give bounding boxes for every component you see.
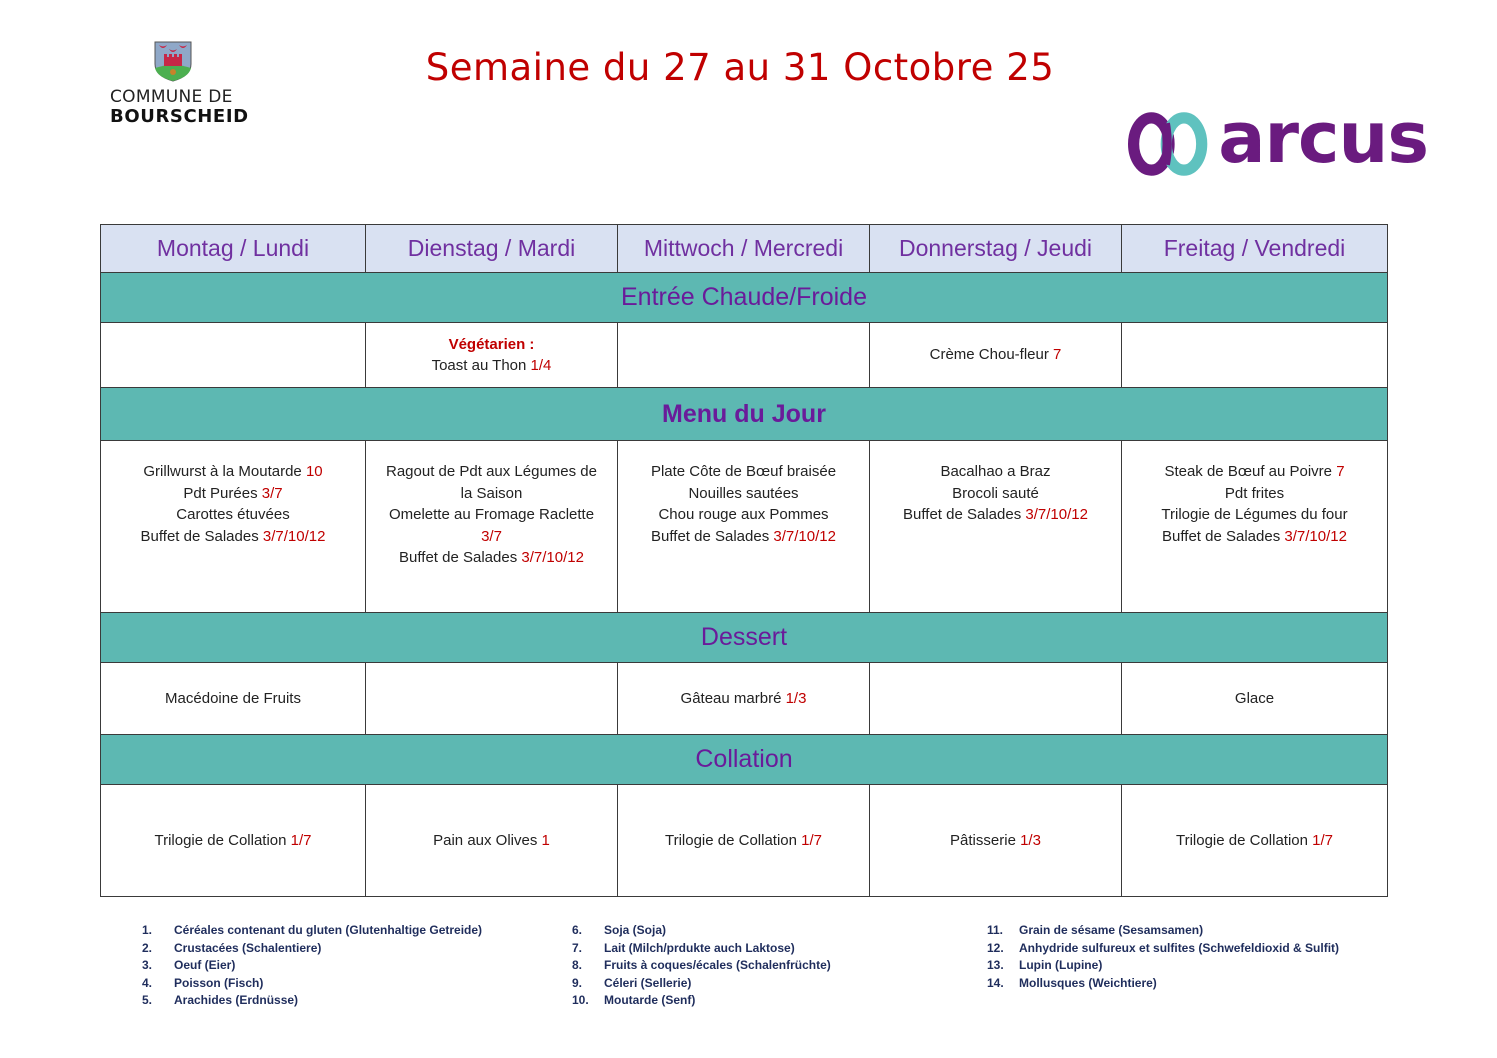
legend-number: 13. xyxy=(987,958,1004,972)
legend-text: Anhydride sulfureux et sulfites (Schwefeldioxid & Sulfit) xyxy=(1019,940,1340,955)
allergen-codes: 7 xyxy=(1336,463,1345,480)
menu-friday xyxy=(1122,441,1388,613)
allergen-codes: 1/7 xyxy=(290,831,312,849)
menu-thursday xyxy=(870,441,1122,613)
allergen-codes: 1/3 xyxy=(1020,831,1041,849)
dish-name: Buffet de Salades xyxy=(399,549,518,566)
legend-text: Moutarde (Senf) xyxy=(604,993,696,1007)
dish-line xyxy=(618,483,869,505)
dish-line xyxy=(366,355,617,377)
dish-line xyxy=(366,830,617,852)
allergen-codes: 7 xyxy=(1053,346,1062,364)
arcus-wordmark: arcus xyxy=(1218,97,1428,179)
dish-line xyxy=(870,344,1121,366)
section-header-entree xyxy=(101,273,1388,323)
legend-text: Grain de sésame (Sesamsamen) xyxy=(1019,923,1204,937)
legend-item xyxy=(142,940,482,958)
dish-name: Plate Côte de Bœuf braisée xyxy=(650,463,837,480)
entree-monday xyxy=(101,323,366,388)
dish-line xyxy=(618,461,869,483)
dish-name: Buffet de Salades xyxy=(140,527,259,545)
dish-line xyxy=(101,830,365,852)
dish-name: Glace xyxy=(1234,689,1275,707)
legend-number: 8. xyxy=(572,958,583,972)
legend-item xyxy=(987,922,1339,940)
weekly-menu-table xyxy=(100,224,1388,897)
collation-friday xyxy=(1122,785,1388,897)
day-header-tuesday: Dienstag / Mardi xyxy=(366,225,618,273)
dish-name: Buffet de Salades xyxy=(1162,527,1281,545)
allergen-codes: 1/7 xyxy=(1312,831,1334,849)
legend-item xyxy=(987,975,1339,993)
dish-name: Chou rouge aux Pommes xyxy=(658,506,829,523)
dessert-friday xyxy=(1122,663,1388,735)
legend-number: 9. xyxy=(572,975,583,990)
legend-item xyxy=(572,922,831,940)
legend-text: Soja (Soja) xyxy=(604,923,667,937)
day-header-row xyxy=(101,225,1388,273)
entree-wednesday xyxy=(618,323,870,388)
dish-line xyxy=(380,504,603,547)
legend-text: Poisson (Fisch) xyxy=(174,975,264,990)
allergen-codes: 3/7/10/12 xyxy=(262,527,326,545)
dish-line xyxy=(1122,526,1387,548)
dish-line xyxy=(101,504,365,526)
dish-name: Pdt Purées xyxy=(183,484,258,502)
dessert-wednesday xyxy=(618,663,870,735)
dish-name: Omelette au Fromage Raclette xyxy=(388,506,595,523)
commune-logo xyxy=(108,40,249,127)
entree-friday xyxy=(1122,323,1388,388)
legend-item xyxy=(572,957,831,975)
legend-number: 5. xyxy=(142,993,153,1007)
dish-name: Ragout de Pdt aux Légumes de la Saison xyxy=(386,463,597,502)
vegetarian-label: Végétarien : xyxy=(448,335,535,353)
dish-name: Nouilles sautées xyxy=(688,484,799,502)
dish-name: Macédoine de Fruits xyxy=(165,689,301,707)
entree-thursday xyxy=(870,323,1122,388)
coat-of-arms-icon xyxy=(153,40,193,82)
dish-line xyxy=(870,504,1121,526)
legend-number: 6. xyxy=(572,923,583,937)
legend-number: 3. xyxy=(142,958,153,972)
dish-name: Brocoli sauté xyxy=(952,484,1039,502)
menu-row xyxy=(101,441,1388,613)
legend-text: Céleri (Sellerie) xyxy=(604,975,692,990)
section-header-collation xyxy=(101,735,1388,785)
section-title-menu: Menu du Jour xyxy=(101,388,1388,441)
menu-wednesday xyxy=(618,441,870,613)
dessert-tuesday xyxy=(366,663,618,735)
day-header-wednesday: Mittwoch / Mercredi xyxy=(618,225,870,273)
dish-line xyxy=(1122,504,1387,526)
dish-line xyxy=(101,483,365,505)
allergen-codes: 3/7 xyxy=(261,484,283,502)
legend-item xyxy=(142,992,482,1010)
collation-wednesday xyxy=(618,785,870,897)
dish-line xyxy=(1122,483,1387,505)
day-header-friday: Freitag / Vendredi xyxy=(1122,225,1388,273)
legend-item xyxy=(572,992,831,1010)
legend-text: Lupin (Lupine) xyxy=(1019,958,1103,972)
legend-item xyxy=(987,957,1339,975)
dish-name: Crème Chou-fleur xyxy=(929,346,1049,364)
legend-text: Arachides (Erdnüsse) xyxy=(174,993,299,1007)
day-header-thursday: Donnerstag / Jeudi xyxy=(870,225,1122,273)
allergen-codes: 3/7/10/12 xyxy=(1284,527,1347,545)
page-title: Semaine du 27 au 31 Octobre 25 xyxy=(425,46,1055,89)
legend-item xyxy=(142,975,482,993)
legend-number: 12. xyxy=(987,940,1004,955)
dish-line xyxy=(1122,461,1387,483)
dish-name: Gâteau marbré xyxy=(680,689,782,707)
legend-number: 7. xyxy=(572,940,583,955)
dish-line xyxy=(101,526,365,548)
allergen-legend-column-2 xyxy=(572,922,831,1010)
dish-line xyxy=(380,547,603,569)
dish-line xyxy=(618,830,869,852)
section-title-collation: Collation xyxy=(101,735,1388,785)
allergen-codes: 1 xyxy=(541,831,550,849)
allergen-legend-column-3 xyxy=(987,922,1339,992)
allergen-codes: 3/7 xyxy=(481,527,502,545)
legend-text: Crustacées (Schalentiere) xyxy=(174,940,322,955)
dish-name: Pdt frites xyxy=(1224,484,1285,502)
dish-name: Trilogie de Collation xyxy=(1175,831,1308,849)
dessert-monday xyxy=(101,663,366,735)
legend-number: 4. xyxy=(142,975,153,990)
allergen-codes: 1/3 xyxy=(785,689,807,707)
dish-line xyxy=(101,461,365,483)
infinity-rings-icon xyxy=(1128,108,1208,180)
section-header-menu xyxy=(101,388,1388,441)
dish-line xyxy=(1122,830,1387,852)
legend-text: Céréales contenant du gluten (Glutenhaltige Getreide) xyxy=(174,923,483,937)
dish-line xyxy=(870,483,1121,505)
arcus-logo xyxy=(1128,97,1428,182)
section-header-dessert xyxy=(101,613,1388,663)
allergen-codes: 3/7/10/12 xyxy=(1025,506,1088,523)
collation-thursday xyxy=(870,785,1122,897)
dish-name: Grillwurst à la Moutarde xyxy=(143,463,302,480)
section-title-entree: Entrée Chaude/Froide xyxy=(101,273,1388,323)
section-title-dessert: Dessert xyxy=(101,613,1388,663)
legend-number: 10. xyxy=(572,993,589,1007)
allergen-codes: 3/7/10/12 xyxy=(521,549,584,566)
legend-item xyxy=(572,940,831,958)
allergen-legend-column-1 xyxy=(142,922,482,1010)
dish-name: Trilogie de Collation xyxy=(154,831,287,849)
dessert-thursday xyxy=(870,663,1122,735)
legend-item xyxy=(987,940,1339,958)
commune-name-line2: BOURSCHEID xyxy=(110,106,249,127)
dish-line xyxy=(380,461,603,504)
dish-line xyxy=(618,688,869,710)
dish-name: Bacalhao a Braz xyxy=(940,463,1051,480)
allergen-codes: 10 xyxy=(305,463,323,480)
dish-name: Buffet de Salades xyxy=(903,506,1022,523)
legend-number: 1. xyxy=(142,923,153,937)
dish-name: Toast au Thon xyxy=(431,357,527,374)
allergen-codes: 1/7 xyxy=(801,831,823,849)
legend-number: 2. xyxy=(142,940,153,955)
collation-tuesday xyxy=(366,785,618,897)
allergen-codes: 1/4 xyxy=(530,357,552,374)
dish-line xyxy=(618,504,869,526)
legend-text: Fruits à coques/écales (Schalenfrüchte) xyxy=(604,958,831,972)
menu-monday xyxy=(101,441,366,613)
dish-name: Pâtisserie xyxy=(950,831,1016,849)
legend-item xyxy=(572,975,831,993)
dish-line xyxy=(101,688,365,710)
collation-row xyxy=(101,785,1388,897)
legend-text: Mollusques (Weichtiere) xyxy=(1019,975,1157,990)
dish-line xyxy=(870,461,1121,483)
day-header-monday: Montag / Lundi xyxy=(101,225,366,273)
legend-text: Lait (Milch/prdukte auch Laktose) xyxy=(604,940,795,955)
legend-item xyxy=(142,957,482,975)
dish-name: Steak de Bœuf au Poivre xyxy=(1164,463,1333,480)
entree-tuesday xyxy=(366,323,618,388)
legend-number: 11. xyxy=(987,923,1004,937)
legend-text: Oeuf (Eier) xyxy=(174,958,236,972)
dish-name: Buffet de Salades xyxy=(651,527,770,545)
dish-name: Pain aux Olives xyxy=(433,831,538,849)
menu-tuesday xyxy=(366,441,618,613)
allergen-codes: 3/7/10/12 xyxy=(773,527,836,545)
commune-name-line1: COMMUNE DE xyxy=(110,87,233,107)
dish-line xyxy=(1122,688,1387,710)
dish-name: Trilogie de Légumes du four xyxy=(1161,506,1348,523)
dessert-row xyxy=(101,663,1388,735)
dish-line xyxy=(870,830,1121,852)
collation-monday xyxy=(101,785,366,897)
dish-name: Carottes étuvées xyxy=(176,506,290,523)
entree-row xyxy=(101,323,1388,388)
legend-item xyxy=(142,922,482,940)
dish-line xyxy=(618,526,869,548)
legend-number: 14. xyxy=(987,975,1004,990)
dish-name: Trilogie de Collation xyxy=(664,831,797,849)
